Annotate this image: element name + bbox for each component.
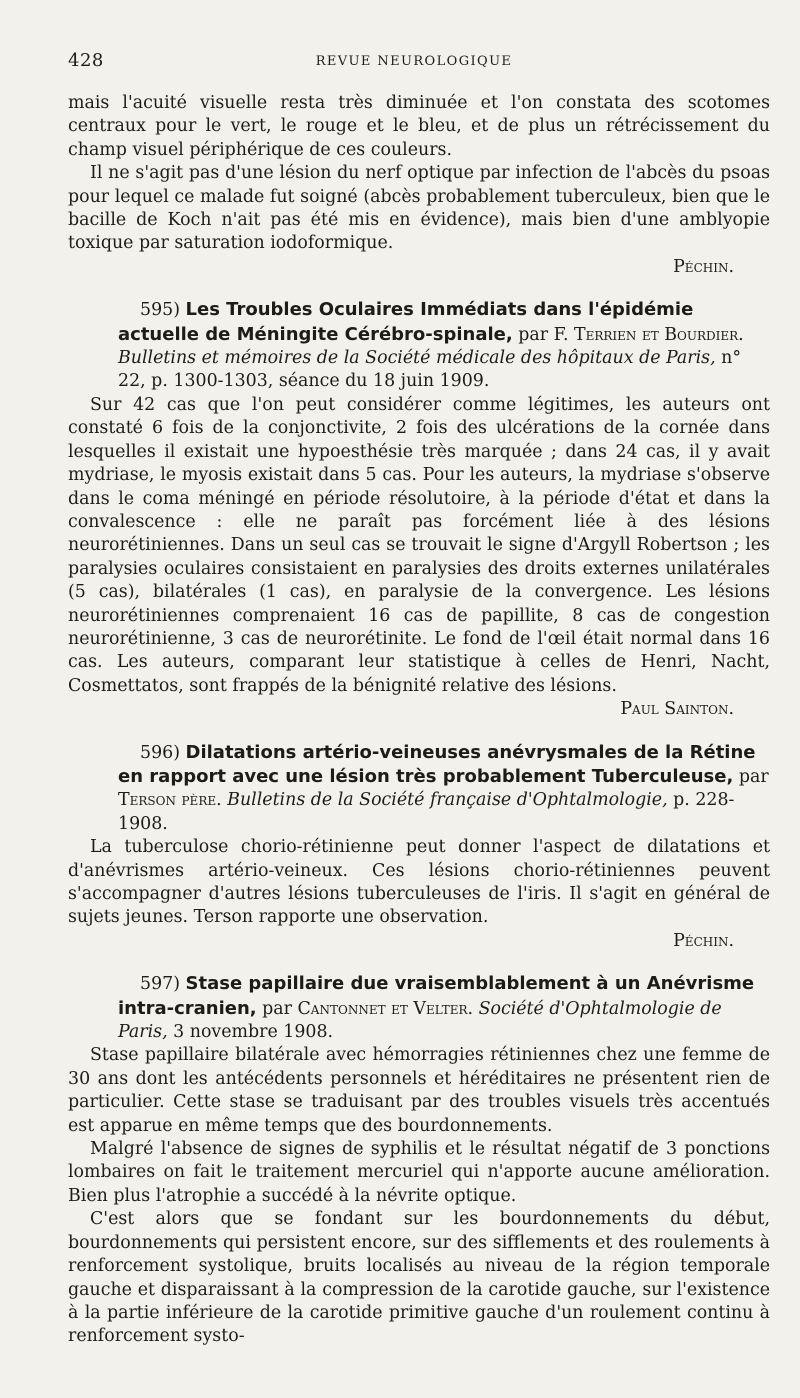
entry-heading: [68, 298, 770, 394]
entry-source: Société d'Ophtalmologie de Paris,: [118, 998, 722, 1043]
entry-source: Bulletins de la Société française d'Ophtalmologie,: [221, 790, 668, 811]
entry-authors: Terson père.: [118, 790, 222, 811]
entry-authors: Cantonnet et Velter.: [297, 998, 474, 1019]
entry-title: Dilatations artério-veineuses anévrysmales de la Rétine en rapport avec une lésion très probablement Tuberculeuse,: [118, 741, 756, 787]
abstract-entry: [68, 741, 770, 954]
body-paragraph: Stase papillaire bilatérale avec hémorragies rétiniennes chez une femme de 30 ans dont les antécédents personnels et héréditaires ne présentent rien de particulier. Cette stase se traduisant par des troubles visuels très accentués est apparue en même temps que des bourdonnements.: [68, 1045, 770, 1136]
page-header: [68, 50, 760, 74]
entry-number: 595): [140, 300, 180, 321]
body-paragraph: mais l'acuité visuelle resta très diminuée et l'on constata des scotomes centraux pour le vert, le rouge et le bleu, et de plus un rétrécissement du champ visuel périphérique de ces couleurs.: [68, 93, 770, 160]
signature: Paul Sainton.: [620, 699, 734, 720]
entry-reference: n° 22, p. 1300-1303, séance du 18 juin 1909.: [118, 348, 742, 392]
entry-reference: p. 228-1908.: [118, 790, 735, 834]
entry-number: 597): [140, 974, 180, 995]
entry-reference: 3 novembre 1908.: [167, 1022, 334, 1043]
body-paragraph: Malgré l'absence de signes de syphilis et le résultat négatif de 3 ponctions lombaires on fait le traitement mercuriel qui n'apporte aucune amélioration. Bien plus l'atrophie a succédé à la névrite optique.: [68, 1139, 770, 1206]
page-body: [68, 92, 770, 1349]
entry-heading: [68, 972, 770, 1044]
signature: Péchin.: [673, 256, 734, 277]
body-paragraph: Il ne s'agit pas d'une lésion du nerf optique par infection de l'abcès du psoas pour lequel ce malade fut soigné (abcès probablement tuberculeux, bien que le bacille de Koch n'ait pas été mis en évidence), mais bien d'une amblyopie toxique par saturation iodoformique.: [68, 163, 770, 254]
entry-number: 596): [140, 742, 180, 763]
entry-source: Bulletins et mémoires de la Société médicale des hôpitaux de Paris,: [118, 348, 716, 369]
entry-title: Les Troubles Oculaires Immédiats dans l'épidémie actuelle de Méningite Cérébro-spinale,: [118, 299, 694, 345]
running-head: REVUE NEUROLOGIQUE: [315, 54, 513, 69]
abstract-entry: [68, 298, 770, 721]
signature: Péchin.: [673, 930, 734, 951]
abstract-entry: [68, 972, 770, 1349]
entry-authors: F. Terrien et Bourdier.: [553, 324, 744, 345]
body-paragraph: C'est alors que se fondant sur les bourdonnements du début, bourdonnements qui persistent encore, sur des sifflements et des roulements à renforcement systolique, bruits localisés au niveau de la région temporale gauche et disparaissant à la compression de la carotide gauche, sur l'existence à la partie inférieure de la carotide primitive gauche d'un roulement continu à renforcement systo-: [68, 1209, 770, 1347]
entry-by: par: [512, 324, 554, 345]
body-paragraph: Sur 42 cas que l'on peut considérer comme légitimes, les auteurs ont constaté 6 fois de la conjonctivite, 2 fois des ulcérations de la cornée dans lesquelles il existait une hypoesthésie très marquée ; dans 24 cas, il y avait mydriase, le myosis existait dans 5 cas. Pour les auteurs, la mydriase s'observe dans le coma méningé en période résolutoire, à la période d'état et dans la convalescence : elle ne paraît pas forcément liée à des lésions neurorétiniennes. Dans un seul cas se trouvait le signe d'Argyll Robertson ; les paralysies oculaires consistaient en paralysies des droits externes unilatérales (5 cas), bilatérales (1 cas), en paralysie de la convergence. Les lésions neurorétiniennes comprenaient 16 cas de papillite, 8 cas de congestion neurorétinienne, 3 cas de neurorétinite. Le fond de l'œil était normal dans 16 cas. Les auteurs, comparant leur statistique à celles de Henri, Nacht, Cosmettatos, sont frappés de la bénignité relative des lésions.: [68, 394, 770, 696]
body-paragraph: La tuberculose chorio-rétinienne peut donner l'aspect de dilatations et d'anévrismes artério-veineux. Ces lésions chorio-rétiniennes peuvent s'accompagner d'autres lésions tuberculeuses de l'iris. Il s'agit en général de sujets jeunes. Terson rapporte une observation.: [68, 837, 770, 928]
entry-heading: [68, 741, 770, 837]
entry-title: Stase papillaire due vraisemblablement à un Anévrisme intra-cranien,: [118, 973, 755, 1019]
entry-by: par: [733, 766, 769, 787]
entry-by: par: [256, 998, 298, 1019]
page-number: 428: [68, 50, 104, 71]
